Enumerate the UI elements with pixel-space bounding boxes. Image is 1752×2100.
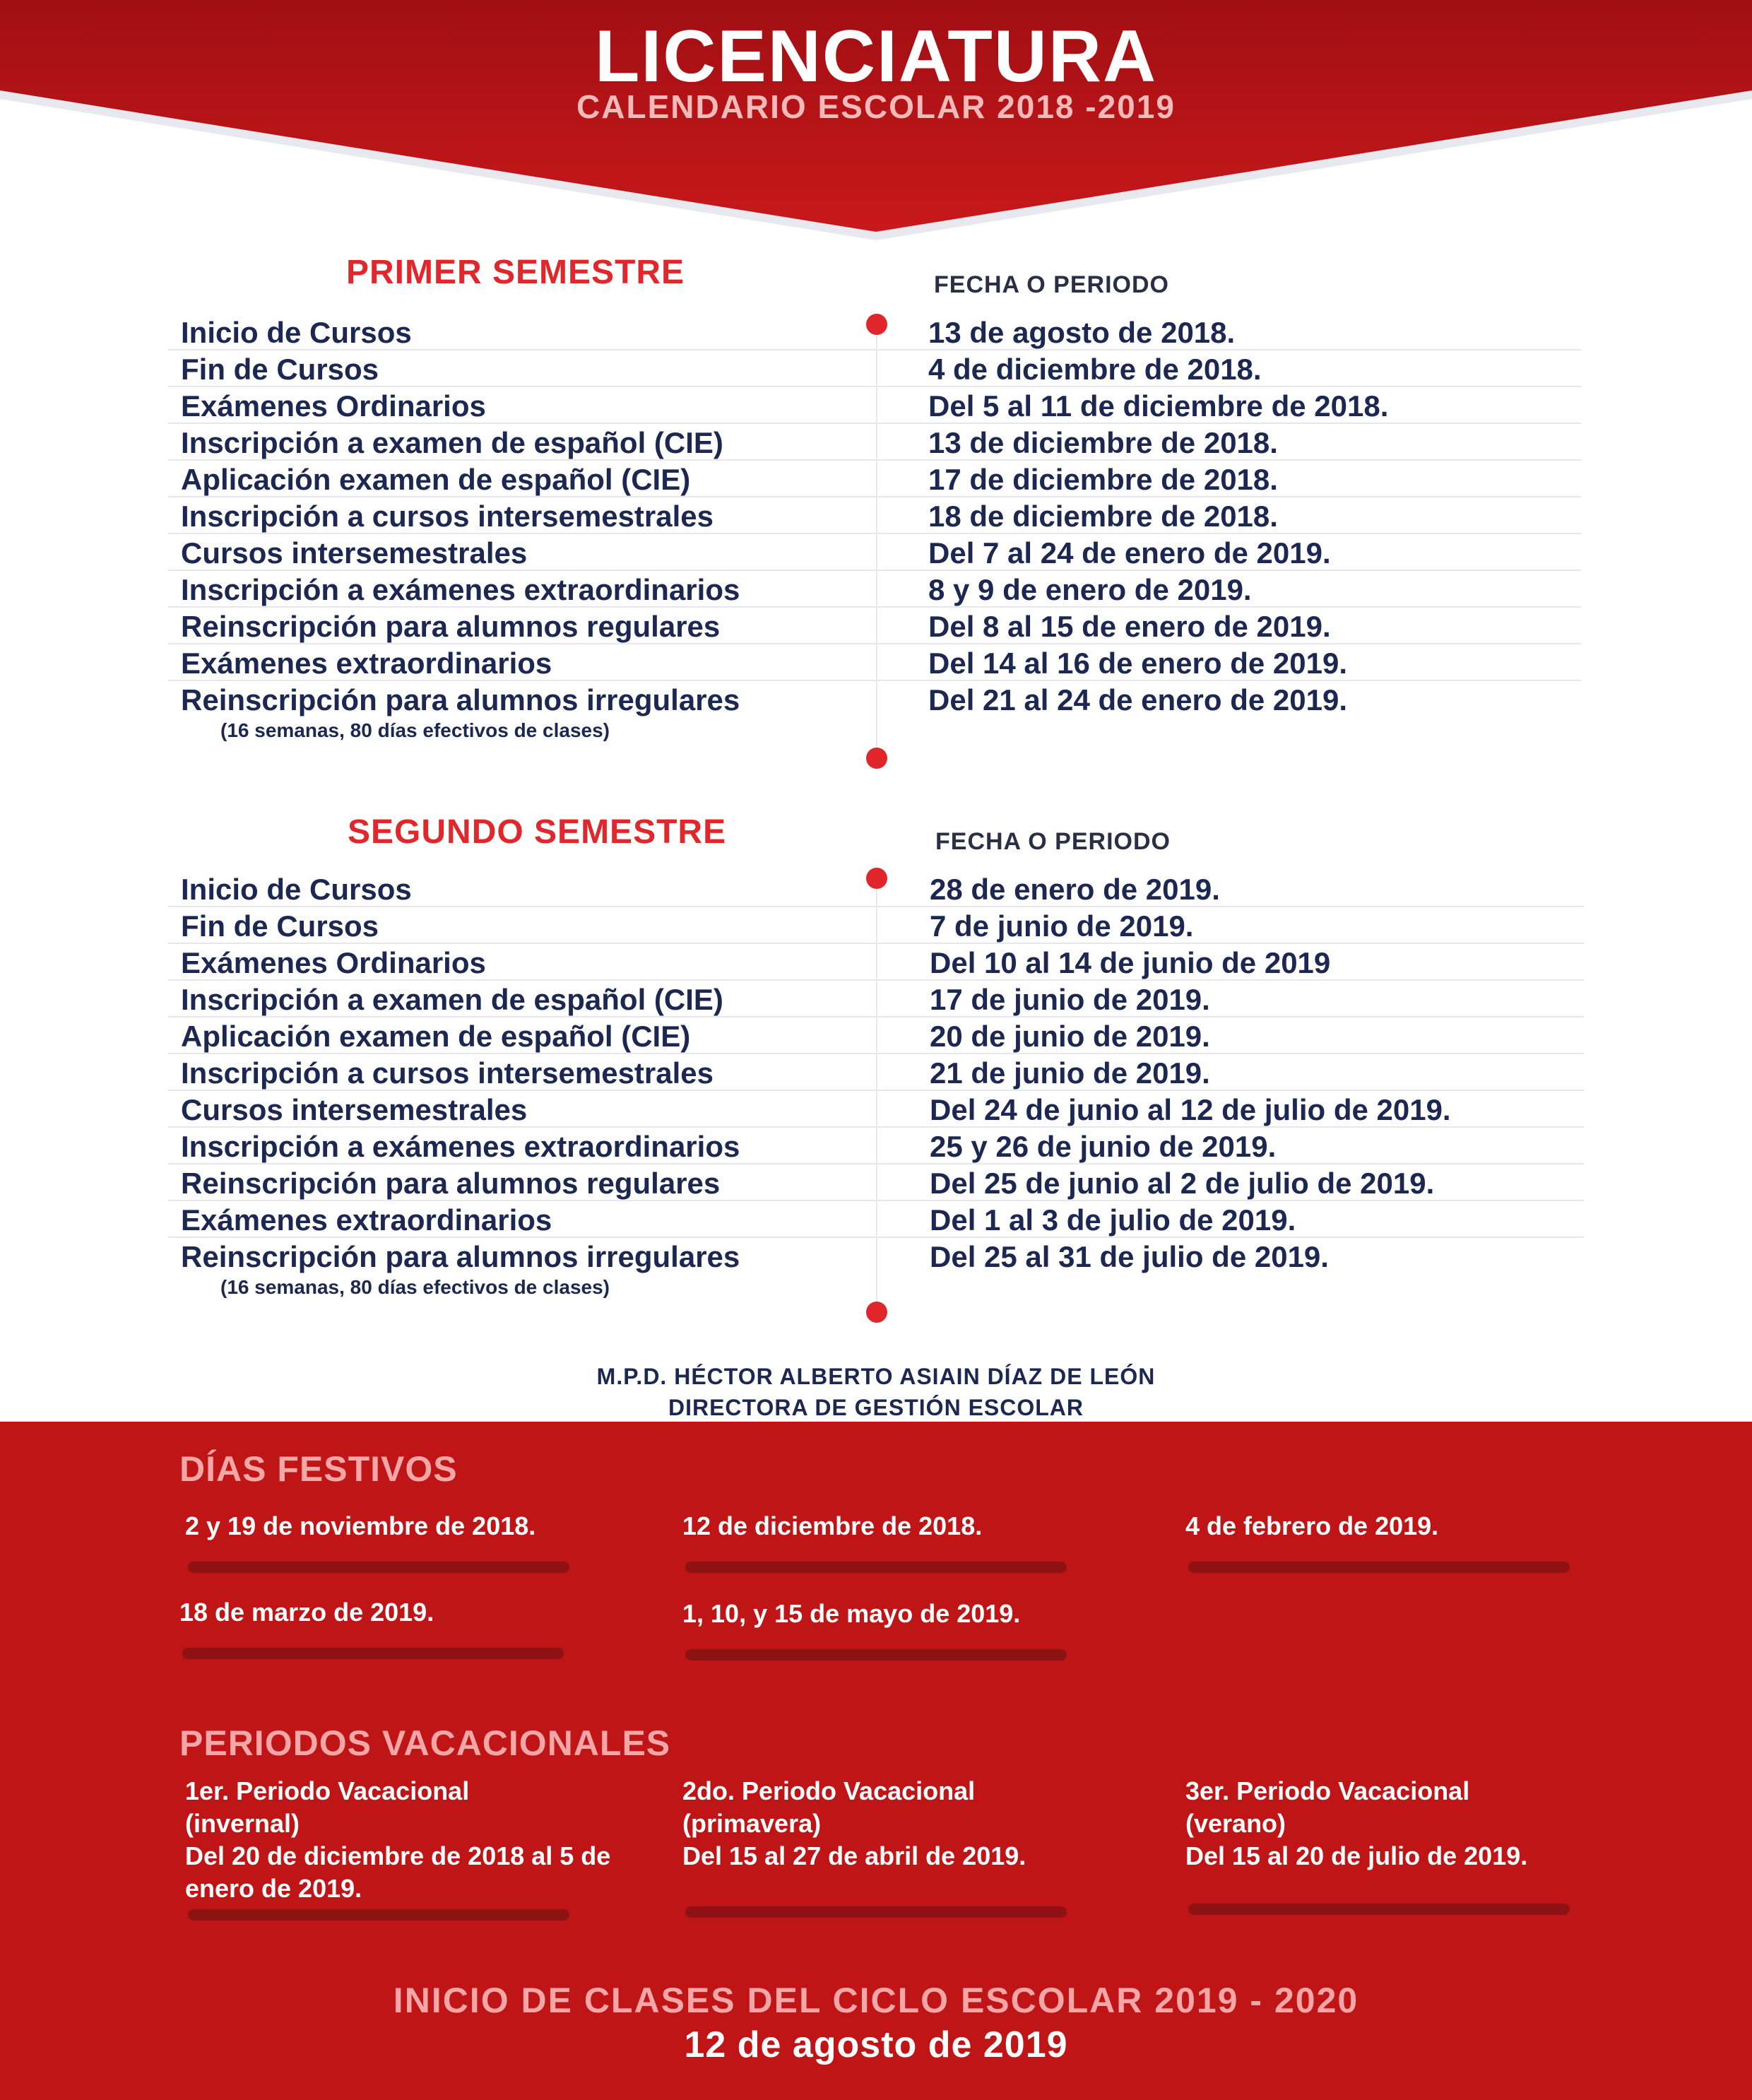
table-row: [168, 906, 1584, 944]
vacation-dates: Del 15 al 27 de abril de 2019.: [682, 1841, 1026, 1870]
row-date: Del 1 al 3 de julio de 2019.: [930, 1203, 1296, 1237]
semester1-note: (16 semanas, 80 días efectivos de clases): [220, 719, 610, 741]
semester2-end-dot: [866, 1302, 887, 1323]
row-date: Del 10 al 14 de junio de 2019: [930, 946, 1331, 979]
row-date: Del 25 de junio al 2 de julio de 2019.: [930, 1167, 1435, 1200]
row-date: Del 14 al 16 de enero de 2019.: [928, 647, 1348, 680]
row-date: 20 de junio de 2019.: [930, 1020, 1210, 1053]
table-row: [168, 1126, 1584, 1164]
table-row: [168, 459, 1581, 497]
row-date: 7 de junio de 2019.: [930, 909, 1194, 943]
row-label: Reinscripción para alumnos regulares: [181, 1167, 721, 1200]
row-date: 25 y 26 de junio de 2019.: [930, 1130, 1277, 1163]
vacation-dates: Del 20 de diciembre de 2018 al 5 de enero de 2019.: [185, 1841, 611, 1903]
row-label: Fin de Cursos: [181, 353, 379, 386]
row-date: Del 5 al 11 de diciembre de 2018.: [928, 389, 1389, 423]
table-row: [168, 943, 1584, 981]
row-date: Del 21 al 24 de enero de 2019.: [928, 683, 1348, 716]
vacation-season: (primavera): [682, 1809, 822, 1838]
row-label: Exámenes extraordinarios: [181, 1203, 552, 1237]
semester1-title: PRIMER SEMESTRE: [346, 254, 685, 291]
table-row: [168, 606, 1581, 644]
signatory-role: DIRECTORA DE GESTIÓN ESCOLAR: [668, 1395, 1084, 1421]
row-date: Del 8 al 15 de enero de 2019.: [928, 610, 1331, 643]
table-row: [168, 423, 1581, 461]
row-label: Inscripción a cursos intersemestrales: [181, 500, 714, 533]
row-date: 21 de junio de 2019.: [930, 1056, 1210, 1090]
holiday-item: 4 de febrero de 2019.: [1185, 1511, 1439, 1540]
table-row: [168, 869, 1584, 907]
vacation-season: (invernal): [185, 1809, 300, 1838]
row-label: Exámenes Ordinarios: [181, 946, 486, 979]
vacations-title: PERIODOS VACACIONALES: [179, 1723, 671, 1763]
table-row: [168, 1053, 1584, 1091]
row-label: Cursos intersemestrales: [181, 536, 528, 570]
row-date: Del 24 de junio al 12 de julio de 2019.: [930, 1093, 1451, 1126]
semester1-date-header: FECHA O PERIODO: [934, 271, 1169, 298]
row-date: 28 de enero de 2019.: [930, 873, 1220, 906]
vacation-dates: Del 15 al 20 de julio de 2019.: [1185, 1841, 1528, 1870]
row-label: Inscripción a cursos intersemestrales: [181, 1056, 714, 1090]
row-label: Inicio de Cursos: [181, 873, 412, 906]
table-row: [168, 1237, 1584, 1273]
signature-block: [0, 1361, 1752, 1423]
page-title: LICENCIATURA: [594, 16, 1158, 98]
table-row: [168, 570, 1581, 608]
vacation-name: 1er. Periodo Vacacional: [185, 1776, 470, 1805]
row-label: Reinscripción para alumnos irregulares: [181, 683, 740, 716]
row-date: 13 de diciembre de 2018.: [928, 426, 1278, 459]
vacation-period-1: [185, 1775, 651, 1905]
row-date: 8 y 9 de enero de 2019.: [928, 573, 1252, 606]
row-date: 13 de agosto de 2018.: [928, 316, 1236, 349]
table-row: [168, 1090, 1584, 1128]
vacation-period-3: [1185, 1775, 1652, 1872]
table-row: [168, 979, 1584, 1017]
row-label: Aplicación examen de español (CIE): [181, 1020, 691, 1053]
holiday-underline: [685, 1649, 1067, 1660]
row-date: 17 de junio de 2019.: [930, 983, 1210, 1016]
vacation-underline: [1188, 1904, 1570, 1915]
table-row: [168, 680, 1581, 716]
row-label: Cursos intersemestrales: [181, 1093, 528, 1126]
table-row: [168, 496, 1581, 534]
holiday-item: 18 de marzo de 2019.: [179, 1598, 434, 1627]
vacation-underline: [685, 1906, 1067, 1918]
holidays-title: DÍAS FESTIVOS: [179, 1449, 458, 1489]
table-row: [168, 386, 1581, 424]
row-label: Exámenes Ordinarios: [181, 389, 486, 423]
vacation-name: 3er. Periodo Vacacional: [1185, 1776, 1470, 1805]
row-date: 18 de diciembre de 2018.: [928, 500, 1278, 533]
signatory-name: M.P.D. HÉCTOR ALBERTO ASIAIN DÍAZ DE LEÓN: [596, 1364, 1156, 1389]
holiday-underline: [685, 1562, 1067, 1573]
table-row: [168, 1163, 1584, 1201]
row-label: Reinscripción para alumnos regulares: [181, 610, 721, 643]
vacation-name: 2do. Periodo Vacacional: [682, 1776, 976, 1805]
row-date: 17 de diciembre de 2018.: [928, 463, 1278, 496]
row-label: Aplicación examen de español (CIE): [181, 463, 691, 496]
row-label: Inscripción a exámenes extraordinarios: [181, 1130, 740, 1163]
semester2-note: (16 semanas, 80 días efectivos de clases): [220, 1276, 610, 1298]
holiday-underline: [182, 1648, 564, 1659]
table-row: [168, 643, 1581, 681]
row-date: 4 de diciembre de 2018.: [928, 353, 1262, 386]
row-label: Fin de Cursos: [181, 909, 379, 943]
row-date: Del 25 al 31 de julio de 2019.: [930, 1240, 1329, 1273]
next-cycle-date: 12 de agosto de 2019: [684, 2024, 1068, 2065]
row-date: Del 7 al 24 de enero de 2019.: [928, 536, 1331, 570]
row-label: Reinscripción para alumnos irregulares: [181, 1240, 740, 1273]
holiday-item: 12 de diciembre de 2018.: [682, 1511, 983, 1540]
vacation-season: (verano): [1185, 1809, 1286, 1838]
holiday-underline: [188, 1562, 569, 1573]
holiday-underline: [1188, 1562, 1570, 1573]
table-row: [168, 1200, 1584, 1238]
table-row: [168, 349, 1581, 387]
vacation-period-2: [682, 1775, 1149, 1872]
vacation-underline: [188, 1909, 569, 1921]
next-cycle-heading: INICIO DE CLASES DEL CICLO ESCOLAR 2019 - 2020: [393, 1981, 1359, 2020]
row-label: Exámenes extraordinarios: [181, 647, 552, 680]
table-row: [168, 1016, 1584, 1054]
table-row: [168, 533, 1581, 571]
semester2-title: SEGUNDO SEMESTRE: [348, 813, 727, 851]
semester2-date-header: FECHA O PERIODO: [935, 828, 1171, 855]
table-row: [168, 312, 1581, 350]
row-label: Inicio de Cursos: [181, 316, 412, 349]
row-label: Inscripción a examen de español (CIE): [181, 983, 723, 1016]
page-subtitle: CALENDARIO ESCOLAR 2018 -2019: [576, 88, 1176, 125]
row-label: Inscripción a examen de español (CIE): [181, 426, 723, 459]
row-label: Inscripción a exámenes extraordinarios: [181, 573, 740, 606]
holiday-item: 2 y 19 de noviembre de 2018.: [185, 1511, 536, 1540]
semester1-end-dot: [866, 748, 887, 769]
holiday-item: 1, 10, y 15 de mayo de 2019.: [682, 1599, 1021, 1628]
